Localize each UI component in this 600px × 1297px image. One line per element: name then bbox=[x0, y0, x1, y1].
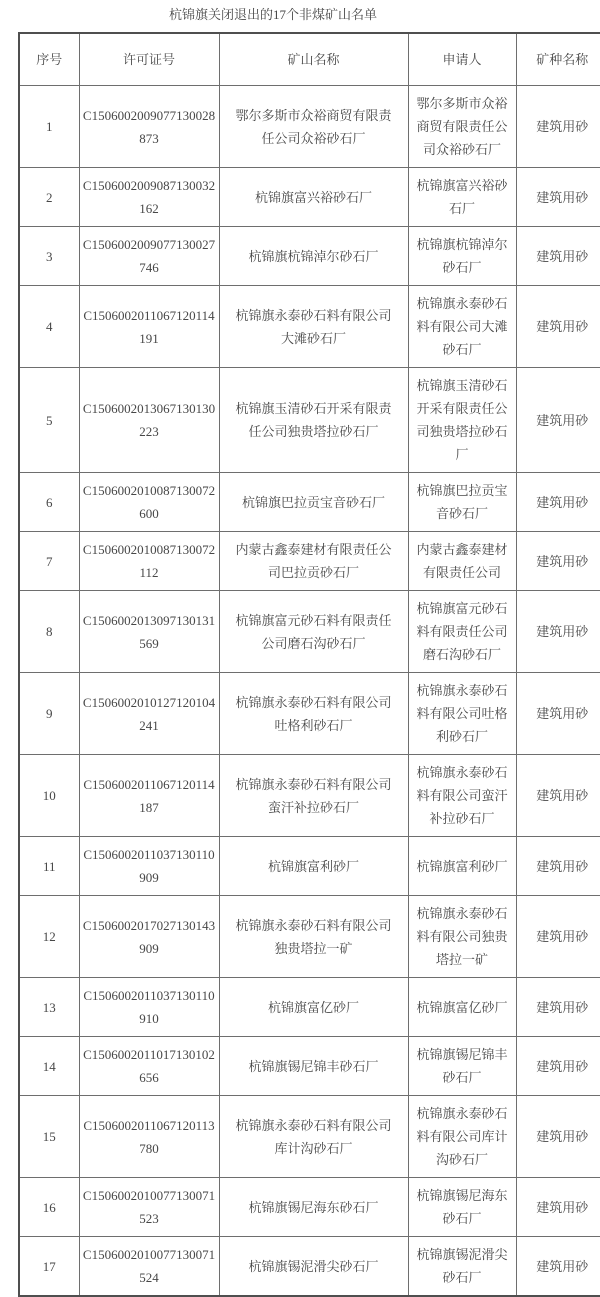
table-header-row bbox=[19, 33, 600, 86]
cell-mine-name: 杭锦旗富利砂厂 bbox=[219, 837, 408, 896]
cell-license-number: C1506002010077130071524 bbox=[79, 1237, 219, 1297]
table-row bbox=[19, 837, 600, 896]
cell-mine-name: 杭锦旗永泰砂石料有限公司吐格利砂石厂 bbox=[219, 673, 408, 755]
table-row bbox=[19, 1037, 600, 1096]
cell-mineral-type: 建筑用砂 bbox=[516, 168, 600, 227]
cell-license-number: C1506002010087130072600 bbox=[79, 473, 219, 532]
header-mine-name: 矿山名称 bbox=[219, 33, 408, 86]
cell-serial-number: 10 bbox=[19, 755, 79, 837]
cell-mine-name: 杭锦旗锡尼海东砂石厂 bbox=[219, 1178, 408, 1237]
cell-license-number: C1506002013097130131569 bbox=[79, 591, 219, 673]
cell-serial-number: 16 bbox=[19, 1178, 79, 1237]
cell-mineral-type: 建筑用砂 bbox=[516, 368, 600, 473]
cell-license-number: C1506002011067120113780 bbox=[79, 1096, 219, 1178]
table-row bbox=[19, 168, 600, 227]
cell-license-number: C1506002009087130032162 bbox=[79, 168, 219, 227]
table-row bbox=[19, 368, 600, 473]
cell-license-number: C1506002011067120114191 bbox=[79, 286, 219, 368]
cell-serial-number: 14 bbox=[19, 1037, 79, 1096]
table-row bbox=[19, 673, 600, 755]
table-row bbox=[19, 1237, 600, 1297]
cell-license-number: C1506002011067120114187 bbox=[79, 755, 219, 837]
table-row bbox=[19, 896, 600, 978]
cell-applicant: 杭锦旗锡泥滑尖砂石厂 bbox=[408, 1237, 516, 1297]
table-body bbox=[19, 86, 600, 1297]
table-row bbox=[19, 591, 600, 673]
table-row bbox=[19, 1096, 600, 1178]
cell-license-number: C1506002011037130110910 bbox=[79, 978, 219, 1037]
header-applicant: 申请人 bbox=[408, 33, 516, 86]
cell-mine-name: 鄂尔多斯市众裕商贸有限责任公司众裕砂石厂 bbox=[219, 86, 408, 168]
cell-applicant: 杭锦旗巴拉贡宝音砂石厂 bbox=[408, 473, 516, 532]
table-row bbox=[19, 86, 600, 168]
table-row bbox=[19, 227, 600, 286]
cell-serial-number: 2 bbox=[19, 168, 79, 227]
cell-license-number: C1506002017027130143909 bbox=[79, 896, 219, 978]
table-row bbox=[19, 532, 600, 591]
cell-applicant: 杭锦旗富利砂厂 bbox=[408, 837, 516, 896]
cell-applicant: 杭锦旗锡尼海东砂石厂 bbox=[408, 1178, 516, 1237]
cell-mineral-type: 建筑用砂 bbox=[516, 286, 600, 368]
cell-mineral-type: 建筑用砂 bbox=[516, 896, 600, 978]
cell-license-number: C1506002010127120104241 bbox=[79, 673, 219, 755]
cell-mine-name: 杭锦旗富兴裕砂石厂 bbox=[219, 168, 408, 227]
cell-applicant: 杭锦旗永泰砂石料有限公司吐格利砂石厂 bbox=[408, 673, 516, 755]
cell-license-number: C1506002010077130071523 bbox=[79, 1178, 219, 1237]
cell-license-number: C1506002009077130027746 bbox=[79, 227, 219, 286]
cell-serial-number: 6 bbox=[19, 473, 79, 532]
header-mineral-type: 矿种名称 bbox=[516, 33, 600, 86]
cell-mine-name: 杭锦旗杭锦淖尔砂石厂 bbox=[219, 227, 408, 286]
table-row bbox=[19, 978, 600, 1037]
cell-serial-number: 9 bbox=[19, 673, 79, 755]
cell-mineral-type: 建筑用砂 bbox=[516, 86, 600, 168]
cell-license-number: C1506002010087130072112 bbox=[79, 532, 219, 591]
cell-mine-name: 杭锦旗巴拉贡宝音砂石厂 bbox=[219, 473, 408, 532]
cell-applicant: 杭锦旗富兴裕砂石厂 bbox=[408, 168, 516, 227]
cell-mineral-type: 建筑用砂 bbox=[516, 978, 600, 1037]
cell-applicant: 杭锦旗永泰砂石料有限公司蛮汗补拉砂石厂 bbox=[408, 755, 516, 837]
cell-mine-name: 杭锦旗永泰砂石料有限公司大滩砂石厂 bbox=[219, 286, 408, 368]
cell-applicant: 内蒙古鑫泰建材有限责任公司 bbox=[408, 532, 516, 591]
cell-serial-number: 11 bbox=[19, 837, 79, 896]
cell-mineral-type: 建筑用砂 bbox=[516, 591, 600, 673]
cell-serial-number: 13 bbox=[19, 978, 79, 1037]
page-title: 杭锦旗关闭退出的17个非煤矿山名单 bbox=[168, 7, 377, 22]
cell-license-number: C1506002009077130028873 bbox=[79, 86, 219, 168]
cell-mine-name: 杭锦旗永泰砂石料有限公司蛮汗补拉砂石厂 bbox=[219, 755, 408, 837]
cell-mineral-type: 建筑用砂 bbox=[516, 227, 600, 286]
table-row bbox=[19, 473, 600, 532]
cell-mineral-type: 建筑用砂 bbox=[516, 1237, 600, 1297]
cell-mineral-type: 建筑用砂 bbox=[516, 532, 600, 591]
cell-serial-number: 7 bbox=[19, 532, 79, 591]
cell-serial-number: 15 bbox=[19, 1096, 79, 1178]
cell-mineral-type: 建筑用砂 bbox=[516, 673, 600, 755]
table-row bbox=[19, 286, 600, 368]
table-row bbox=[19, 755, 600, 837]
cell-applicant: 杭锦旗锡尼锦丰砂石厂 bbox=[408, 1037, 516, 1096]
cell-mine-name: 杭锦旗锡泥滑尖砂石厂 bbox=[219, 1237, 408, 1297]
header-serial-number: 序号 bbox=[19, 33, 79, 86]
cell-applicant: 杭锦旗富元砂石料有限责任公司磨石沟砂石厂 bbox=[408, 591, 516, 673]
table-row bbox=[19, 1178, 600, 1237]
cell-serial-number: 5 bbox=[19, 368, 79, 473]
cell-mineral-type: 建筑用砂 bbox=[516, 1037, 600, 1096]
cell-mine-name: 内蒙古鑫泰建材有限责任公司巴拉贡砂石厂 bbox=[219, 532, 408, 591]
cell-mine-name: 杭锦旗永泰砂石料有限公司库计沟砂石厂 bbox=[219, 1096, 408, 1178]
cell-mineral-type: 建筑用砂 bbox=[516, 473, 600, 532]
cell-serial-number: 3 bbox=[19, 227, 79, 286]
cell-serial-number: 8 bbox=[19, 591, 79, 673]
cell-applicant: 鄂尔多斯市众裕商贸有限责任公司众裕砂石厂 bbox=[408, 86, 516, 168]
cell-mineral-type: 建筑用砂 bbox=[516, 755, 600, 837]
header-license-number: 许可证号 bbox=[79, 33, 219, 86]
cell-mine-name: 杭锦旗富元砂石料有限责任公司磨石沟砂石厂 bbox=[219, 591, 408, 673]
cell-mineral-type: 建筑用砂 bbox=[516, 1096, 600, 1178]
cell-applicant: 杭锦旗永泰砂石料有限公司大滩砂石厂 bbox=[408, 286, 516, 368]
mine-list-table bbox=[18, 32, 600, 1297]
cell-mine-name: 杭锦旗富亿砂厂 bbox=[219, 978, 408, 1037]
cell-license-number: C1506002013067130130223 bbox=[79, 368, 219, 473]
cell-mine-name: 杭锦旗玉清砂石开采有限责任公司独贵塔拉砂石厂 bbox=[219, 368, 408, 473]
cell-applicant: 杭锦旗玉清砂石开采有限责任公司独贵塔拉砂石厂 bbox=[408, 368, 516, 473]
cell-serial-number: 1 bbox=[19, 86, 79, 168]
cell-serial-number: 4 bbox=[19, 286, 79, 368]
cell-mineral-type: 建筑用砂 bbox=[516, 1178, 600, 1237]
cell-applicant: 杭锦旗富亿砂厂 bbox=[408, 978, 516, 1037]
cell-mineral-type: 建筑用砂 bbox=[516, 837, 600, 896]
cell-license-number: C1506002011037130110909 bbox=[79, 837, 219, 896]
cell-applicant: 杭锦旗永泰砂石料有限公司独贵塔拉一矿 bbox=[408, 896, 516, 978]
cell-license-number: C1506002011017130102656 bbox=[79, 1037, 219, 1096]
cell-mine-name: 杭锦旗永泰砂石料有限公司独贵塔拉一矿 bbox=[219, 896, 408, 978]
cell-mine-name: 杭锦旗锡尼锦丰砂石厂 bbox=[219, 1037, 408, 1096]
cell-serial-number: 17 bbox=[19, 1237, 79, 1297]
cell-serial-number: 12 bbox=[19, 896, 79, 978]
cell-applicant: 杭锦旗杭锦淖尔砂石厂 bbox=[408, 227, 516, 286]
cell-applicant: 杭锦旗永泰砂石料有限公司库计沟砂石厂 bbox=[408, 1096, 516, 1178]
